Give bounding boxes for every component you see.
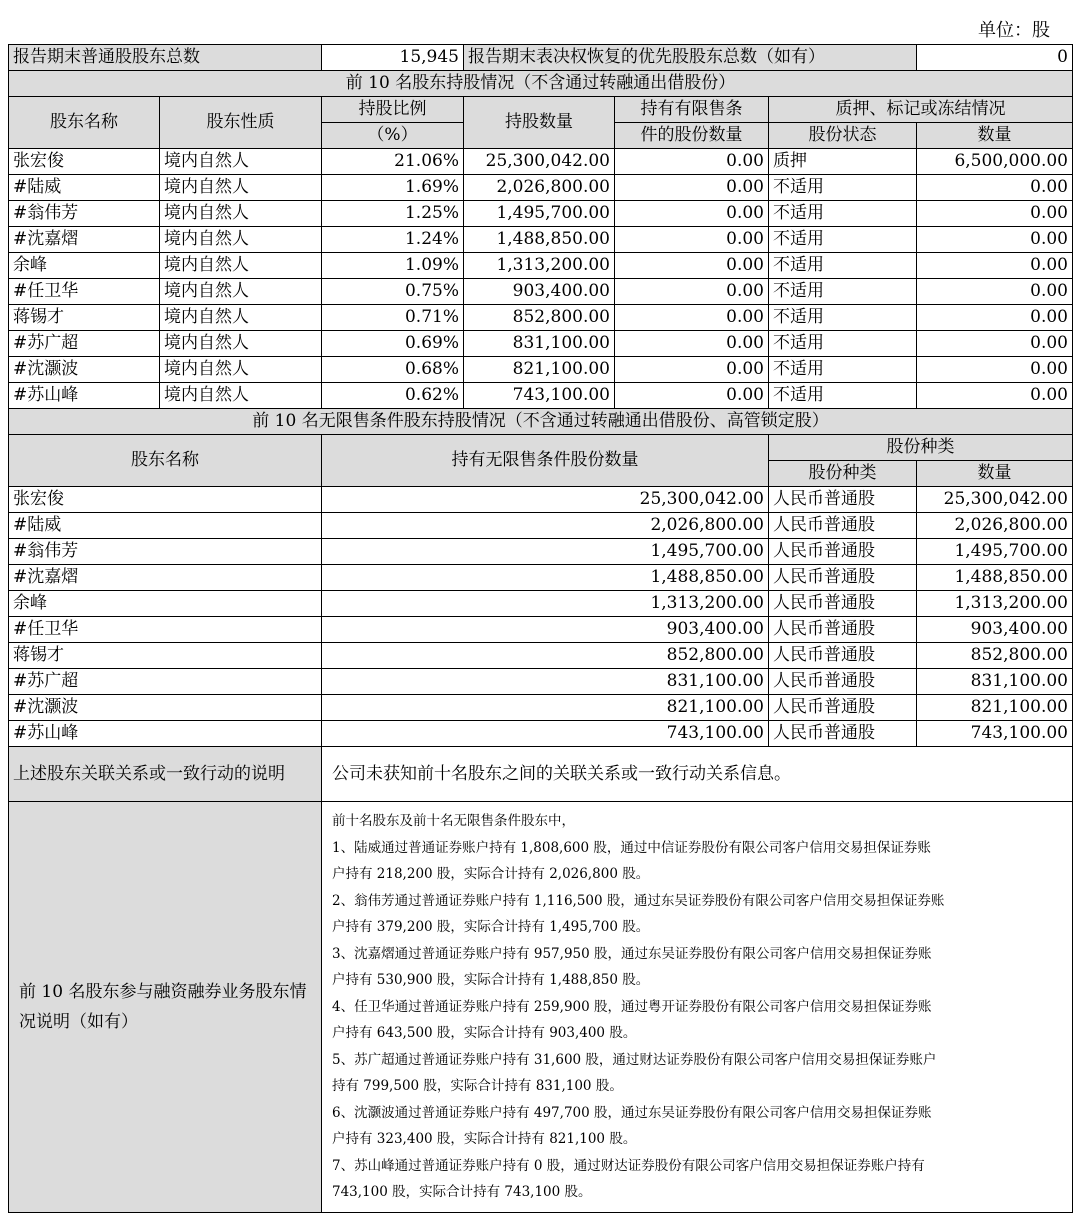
holding-ratio: 1.69% bbox=[322, 175, 464, 201]
restricted-quantity: 0.00 bbox=[615, 201, 769, 227]
margin-row bbox=[9, 802, 1073, 1213]
shareholder-nature: 境内自然人 bbox=[160, 175, 322, 201]
shareholder-name: #苏山峰 bbox=[9, 383, 160, 409]
note-line: 户持有 530,900 股，实际合计持有 1,488,850 股。 bbox=[332, 972, 650, 988]
table-row bbox=[9, 305, 1073, 331]
shareholder-nature: 境内自然人 bbox=[160, 253, 322, 279]
note-line: 7、苏山峰通过普通证券账户持有 0 股，通过财达证券股份有限公司客户信用交易担保证券账户持有 bbox=[332, 1157, 925, 1174]
header-unrestricted-quantity: 持有无限售条件股份数量 bbox=[322, 435, 769, 487]
note-line: 6、沈灏波通过普通证券账户持有 497,700 股，通过东吴证券股份有限公司客户信用交易担保证券账 bbox=[332, 1104, 932, 1121]
top10-body bbox=[9, 149, 1073, 409]
header-ratio: 持股比例 bbox=[322, 97, 464, 123]
shareholder-nature: 境内自然人 bbox=[160, 201, 322, 227]
unrestricted-quantity: 821,100.00 bbox=[322, 695, 769, 721]
shareholder-table bbox=[8, 44, 1073, 1213]
holding-quantity: 1,495,700.00 bbox=[464, 201, 615, 227]
table-row bbox=[9, 227, 1073, 253]
header-shareholder-nature: 股东性质 bbox=[160, 97, 322, 149]
table-row bbox=[9, 643, 1073, 669]
holding-ratio: 1.09% bbox=[322, 253, 464, 279]
note-line: 持有 799,500 股，实际合计持有 831,100 股。 bbox=[332, 1078, 623, 1094]
shareholder-name: #任卫华 bbox=[9, 617, 322, 643]
restricted-quantity: 0.00 bbox=[615, 149, 769, 175]
share-quantity: 903,400.00 bbox=[917, 617, 1073, 643]
summary-row bbox=[9, 45, 1073, 71]
table-row bbox=[9, 149, 1073, 175]
header-share-type: 股份种类 bbox=[769, 461, 917, 487]
share-quantity: 821,100.00 bbox=[917, 695, 1073, 721]
shareholder-name: #沈嘉熠 bbox=[9, 565, 322, 591]
table-row bbox=[9, 357, 1073, 383]
header-quantity: 持股数量 bbox=[464, 97, 615, 149]
holding-quantity: 2,026,800.00 bbox=[464, 175, 615, 201]
holding-ratio: 0.69% bbox=[322, 331, 464, 357]
share-quantity: 25,300,042.00 bbox=[917, 487, 1073, 513]
header-shareholder-name: 股东名称 bbox=[9, 97, 160, 149]
note-line: 户持有 643,500 股，实际合计持有 903,400 股。 bbox=[332, 1025, 637, 1041]
holding-ratio: 0.62% bbox=[322, 383, 464, 409]
common-shareholders-label: 报告期末普通股股东总数 bbox=[9, 45, 322, 71]
shareholder-nature: 境内自然人 bbox=[160, 331, 322, 357]
pledge-status: 不适用 bbox=[769, 253, 917, 279]
pledge-quantity: 0.00 bbox=[917, 305, 1073, 331]
pledge-quantity: 0.00 bbox=[917, 253, 1073, 279]
table-row bbox=[9, 695, 1073, 721]
pledge-quantity: 0.00 bbox=[917, 331, 1073, 357]
note-line: 户持有 323,400 股，实际合计持有 821,100 股。 bbox=[332, 1131, 637, 1147]
restricted-quantity: 0.00 bbox=[615, 279, 769, 305]
restricted-quantity: 0.00 bbox=[615, 357, 769, 383]
share-type: 人民币普通股 bbox=[769, 591, 917, 617]
share-type: 人民币普通股 bbox=[769, 565, 917, 591]
shareholder-name: #苏山峰 bbox=[9, 721, 322, 747]
shareholder-nature: 境内自然人 bbox=[160, 149, 322, 175]
shareholder-name: #翁伟芳 bbox=[9, 201, 160, 227]
pledge-quantity: 0.00 bbox=[917, 201, 1073, 227]
shareholder-name: #沈灏波 bbox=[9, 695, 322, 721]
unrestricted-quantity: 852,800.00 bbox=[322, 643, 769, 669]
pledge-status: 不适用 bbox=[769, 201, 917, 227]
margin-label: 前 10 名股东参与融资融券业务股东情况说明（如有） bbox=[9, 802, 322, 1213]
shareholder-name: #陆威 bbox=[9, 513, 322, 539]
share-type: 人民币普通股 bbox=[769, 721, 917, 747]
shareholder-name: #任卫华 bbox=[9, 279, 160, 305]
pledge-quantity: 0.00 bbox=[917, 227, 1073, 253]
share-type: 人民币普通股 bbox=[769, 643, 917, 669]
shareholder-name: #沈嘉熠 bbox=[9, 227, 160, 253]
share-quantity: 852,800.00 bbox=[917, 643, 1073, 669]
note-line: 前十名股东及前十名无限售条件股东中， bbox=[332, 813, 575, 829]
share-quantity: 1,495,700.00 bbox=[917, 539, 1073, 565]
pledge-quantity: 0.00 bbox=[917, 383, 1073, 409]
unrestricted-title: 前 10 名无限售条件股东持股情况（不含通过转融通出借股份、高管锁定股） bbox=[9, 409, 1073, 435]
pledge-status: 不适用 bbox=[769, 357, 917, 383]
relation-row bbox=[9, 747, 1073, 802]
unrestricted-quantity: 1,495,700.00 bbox=[322, 539, 769, 565]
shareholder-name: #沈灏波 bbox=[9, 357, 160, 383]
unrestricted-quantity: 2,026,800.00 bbox=[322, 513, 769, 539]
table-row bbox=[9, 591, 1073, 617]
preferred-shareholders-value: 0 bbox=[917, 45, 1073, 71]
table-row bbox=[9, 565, 1073, 591]
shareholder-nature: 境内自然人 bbox=[160, 227, 322, 253]
note-line: 1、陆威通过普通证券账户持有 1,808,600 股，通过中信证券股份有限公司客户信用交易担保证券账 bbox=[332, 839, 931, 856]
note-line: 743,100 股，实际合计持有 743,100 股。 bbox=[332, 1184, 592, 1200]
holding-ratio: 1.25% bbox=[322, 201, 464, 227]
holding-ratio: 21.06% bbox=[322, 149, 464, 175]
table-row bbox=[9, 669, 1073, 695]
unrestricted-body bbox=[9, 487, 1073, 747]
pledge-status: 不适用 bbox=[769, 331, 917, 357]
shareholder-nature: 境内自然人 bbox=[160, 279, 322, 305]
top10-title-row bbox=[9, 71, 1073, 97]
holding-quantity: 821,100.00 bbox=[464, 357, 615, 383]
unrestricted-quantity: 831,100.00 bbox=[322, 669, 769, 695]
table-row bbox=[9, 487, 1073, 513]
pledge-quantity: 0.00 bbox=[917, 357, 1073, 383]
common-shareholders-value: 15,945 bbox=[322, 45, 464, 71]
pledge-status: 不适用 bbox=[769, 383, 917, 409]
note-line: 5、苏广超通过普通证券账户持有 31,600 股，通过财达证券股份有限公司客户信用交易担保证券账户 bbox=[332, 1051, 937, 1068]
share-type: 人民币普通股 bbox=[769, 513, 917, 539]
unit-label: 单位：股 bbox=[978, 20, 1050, 41]
restricted-quantity: 0.00 bbox=[615, 331, 769, 357]
table-row bbox=[9, 279, 1073, 305]
restricted-quantity: 0.00 bbox=[615, 253, 769, 279]
holding-quantity: 852,800.00 bbox=[464, 305, 615, 331]
shareholder-name: #翁伟芳 bbox=[9, 539, 322, 565]
pledge-quantity: 6,500,000.00 bbox=[917, 149, 1073, 175]
holding-ratio: 0.71% bbox=[322, 305, 464, 331]
relation-text: 公司未获知前十名股东之间的关联关系或一致行动关系信息。 bbox=[322, 747, 1073, 802]
header-unrestricted-name: 股东名称 bbox=[9, 435, 322, 487]
pledge-status: 不适用 bbox=[769, 227, 917, 253]
table-row bbox=[9, 513, 1073, 539]
restricted-quantity: 0.00 bbox=[615, 227, 769, 253]
shareholder-name: 蒋锡才 bbox=[9, 305, 160, 331]
holding-quantity: 831,100.00 bbox=[464, 331, 615, 357]
share-quantity: 831,100.00 bbox=[917, 669, 1073, 695]
share-quantity: 1,313,200.00 bbox=[917, 591, 1073, 617]
shareholder-name: #陆威 bbox=[9, 175, 160, 201]
note-line: 3、沈嘉熠通过普通证券账户持有 957,950 股，通过东吴证券股份有限公司客户信用交易担保证券账 bbox=[332, 945, 932, 962]
note-line: 4、任卫华通过普通证券账户持有 259,900 股，通过粤开证券股份有限公司客户信用交易担保证券账 bbox=[332, 998, 932, 1015]
share-quantity: 2,026,800.00 bbox=[917, 513, 1073, 539]
share-quantity: 1,488,850.00 bbox=[917, 565, 1073, 591]
unrestricted-quantity: 903,400.00 bbox=[322, 617, 769, 643]
share-type: 人民币普通股 bbox=[769, 487, 917, 513]
shareholder-name: 余峰 bbox=[9, 591, 322, 617]
unrestricted-quantity: 1,313,200.00 bbox=[322, 591, 769, 617]
table-row bbox=[9, 175, 1073, 201]
share-type: 人民币普通股 bbox=[769, 695, 917, 721]
note-line: 2、翁伟芳通过普通证券账户持有 1,116,500 股，通过东吴证券股份有限公司客户信用交易担保证券账 bbox=[332, 892, 945, 909]
table-row bbox=[9, 539, 1073, 565]
unrestricted-title-row bbox=[9, 409, 1073, 435]
pledge-status: 不适用 bbox=[769, 279, 917, 305]
note-line: 户持有 379,200 股，实际合计持有 1,495,700 股。 bbox=[332, 919, 650, 935]
shareholder-nature: 境内自然人 bbox=[160, 305, 322, 331]
shareholder-name: #苏广超 bbox=[9, 331, 160, 357]
table-row bbox=[9, 617, 1073, 643]
preferred-shareholders-label: 报告期末表决权恢复的优先股股东总数（如有） bbox=[464, 45, 917, 71]
share-quantity: 743,100.00 bbox=[917, 721, 1073, 747]
share-type: 人民币普通股 bbox=[769, 669, 917, 695]
header-pledge-status: 股份状态 bbox=[769, 123, 917, 149]
margin-notes bbox=[322, 802, 1073, 1213]
table-row bbox=[9, 721, 1073, 747]
unrestricted-quantity: 1,488,850.00 bbox=[322, 565, 769, 591]
shareholder-name: #苏广超 bbox=[9, 669, 322, 695]
header-pledge-quantity: 数量 bbox=[917, 123, 1073, 149]
header-ratio-unit: （%） bbox=[322, 123, 464, 149]
unrestricted-header-row-1 bbox=[9, 435, 1073, 461]
note-line: 户持有 218,200 股，实际合计持有 2,026,800 股。 bbox=[332, 866, 650, 882]
header-restricted-line2: 件的股份数量 bbox=[615, 123, 769, 149]
header-share-type-group: 股份种类 bbox=[769, 435, 1073, 461]
table-row bbox=[9, 383, 1073, 409]
holding-quantity: 743,100.00 bbox=[464, 383, 615, 409]
table-row bbox=[9, 331, 1073, 357]
shareholder-nature: 境内自然人 bbox=[160, 383, 322, 409]
restricted-quantity: 0.00 bbox=[615, 383, 769, 409]
unrestricted-quantity: 743,100.00 bbox=[322, 721, 769, 747]
shareholder-name: 张宏俊 bbox=[9, 149, 160, 175]
relation-label: 上述股东关联关系或一致行动的说明 bbox=[9, 747, 322, 802]
shareholder-name: 蒋锡才 bbox=[9, 643, 322, 669]
holding-quantity: 1,313,200.00 bbox=[464, 253, 615, 279]
unrestricted-quantity: 25,300,042.00 bbox=[322, 487, 769, 513]
pledge-status: 不适用 bbox=[769, 175, 917, 201]
top10-header-row-1 bbox=[9, 97, 1073, 123]
shareholder-nature: 境内自然人 bbox=[160, 357, 322, 383]
top10-title: 前 10 名股东持股情况（不含通过转融通出借股份） bbox=[9, 71, 1073, 97]
header-pledge: 质押、标记或冻结情况 bbox=[769, 97, 1073, 123]
holding-quantity: 25,300,042.00 bbox=[464, 149, 615, 175]
restricted-quantity: 0.00 bbox=[615, 175, 769, 201]
table-row bbox=[9, 201, 1073, 227]
restricted-quantity: 0.00 bbox=[615, 305, 769, 331]
pledge-quantity: 0.00 bbox=[917, 279, 1073, 305]
shareholder-name: 余峰 bbox=[9, 253, 160, 279]
holding-ratio: 0.75% bbox=[322, 279, 464, 305]
header-restricted-line1: 持有有限售条 bbox=[615, 97, 769, 123]
table-row bbox=[9, 253, 1073, 279]
header-share-quantity: 数量 bbox=[917, 461, 1073, 487]
holding-quantity: 1,488,850.00 bbox=[464, 227, 615, 253]
share-type: 人民币普通股 bbox=[769, 617, 917, 643]
share-type: 人民币普通股 bbox=[769, 539, 917, 565]
pledge-quantity: 0.00 bbox=[917, 175, 1073, 201]
shareholder-name: 张宏俊 bbox=[9, 487, 322, 513]
holding-ratio: 1.24% bbox=[322, 227, 464, 253]
holding-quantity: 903,400.00 bbox=[464, 279, 615, 305]
holding-ratio: 0.68% bbox=[322, 357, 464, 383]
pledge-status: 质押 bbox=[769, 149, 917, 175]
pledge-status: 不适用 bbox=[769, 305, 917, 331]
